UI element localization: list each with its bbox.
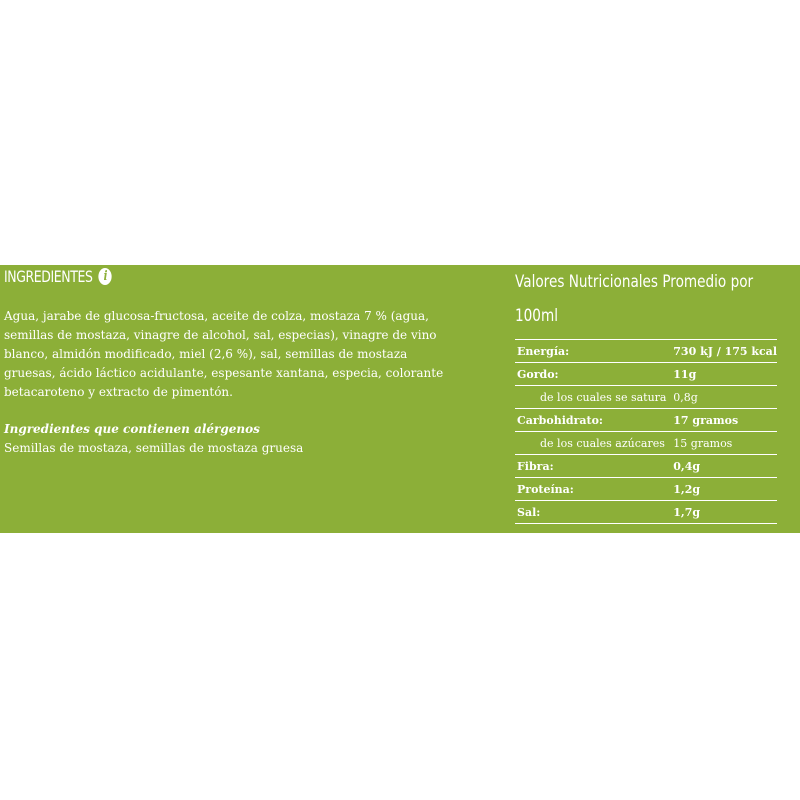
ingredients-heading: [4, 265, 112, 287]
nutrition-row-fat: [515, 363, 777, 386]
nutrition-row-fibre: [515, 455, 777, 478]
nutrition-label: Fibra:: [515, 455, 671, 478]
nutrition-value: 1,7g: [671, 501, 777, 524]
nutrition-row-protein: [515, 478, 777, 501]
nutrition-value: 1,2g: [671, 478, 777, 501]
nutrition-value: 15 gramos: [671, 432, 777, 455]
nutrition-label: de los cuales azúcares: [515, 432, 671, 455]
nutrition-value: 0,4g: [671, 455, 777, 478]
ingredients-title: INGREDIENTES: [4, 266, 93, 286]
nutrition-label: Energía:: [515, 340, 671, 363]
nutrition-row-salt: [515, 501, 777, 524]
nutrition-label: de los cuales se satura: [515, 386, 671, 409]
nutrition-table: [515, 339, 777, 524]
nutrition-label: Carbohidrato:: [515, 409, 671, 432]
nutrition-row-energy: [515, 340, 777, 363]
nutrition-label: Sal:: [515, 501, 671, 524]
allergens-title: Ingredientes que contienen alérgenos: [4, 422, 260, 436]
nutrition-value: 11g: [671, 363, 777, 386]
product-info-panel: [0, 265, 800, 533]
nutrition-title: Valores Nutricionales Promedio por 100ml: [515, 272, 754, 326]
allergens-text: Semillas de mostaza, semillas de mostaza gruesa: [4, 441, 304, 455]
nutrition-value: 730 kJ / 175 kcal: [671, 340, 777, 363]
nutrition-value: 17 gramos: [671, 409, 777, 432]
nutrition-label: Gordo:: [515, 363, 671, 386]
nutrition-row-sugars: [515, 432, 777, 455]
nutrition-row-saturated: [515, 386, 777, 409]
info-icon[interactable]: i: [99, 268, 112, 285]
nutrition-row-carbohydrate: [515, 409, 777, 432]
ingredients-text: Agua, jarabe de glucosa-fructosa, aceite de colza, mostaza 7 % (agua, semillas de mostaza, vinagre de alcohol, sal, especias), vinagre de vino blanco, almidón modificado, miel (2,6 %), sal, semillas de mostaza gruesas, ácido láctico acidulante, espesante xantana, especia, colorante betacaroteno y extracto de pimentón.: [4, 309, 444, 399]
nutrition-value: 0,8g: [671, 386, 777, 409]
nutrition-label: Proteína:: [515, 478, 671, 501]
